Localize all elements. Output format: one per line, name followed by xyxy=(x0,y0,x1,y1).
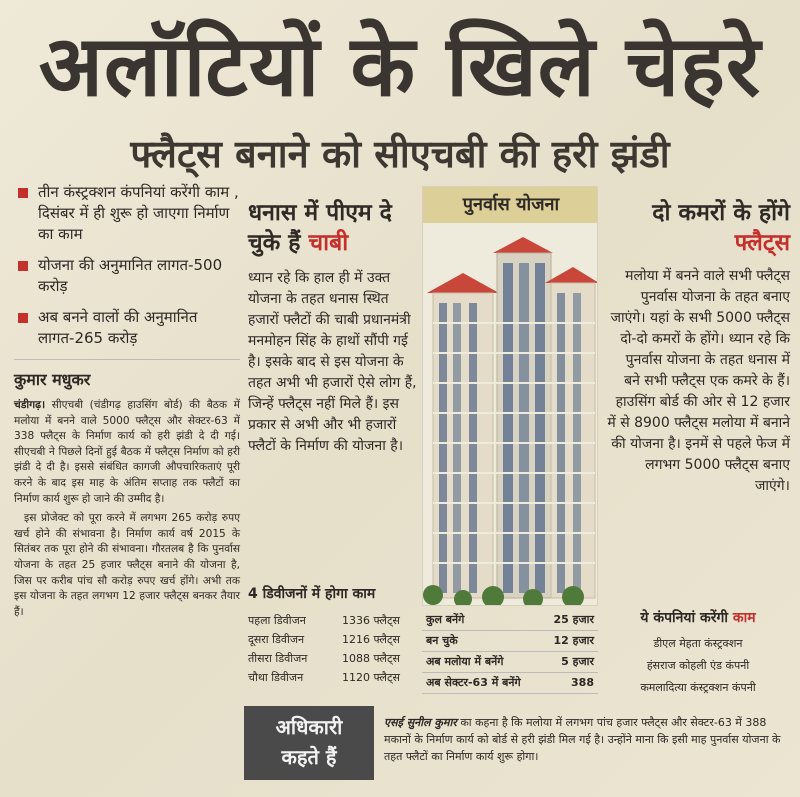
bullet-item: तीन कंस्ट्रक्शन कंपनियां करेंगी काम , दिसंबर में ही शुरू हो जाएगा निर्माण का काम xyxy=(14,182,240,245)
companies-box xyxy=(606,608,790,699)
building-graphic xyxy=(422,186,598,606)
pm-keys-heading: धनास में पीएम दे चुके हैं चाबी xyxy=(248,200,392,256)
divisions-box xyxy=(248,584,420,687)
subheadline: फ्लैट्स बनाने को सीएचबी की हरी झंडी xyxy=(130,132,670,176)
quote-speaker: एसई सुनील कुमार xyxy=(384,716,457,729)
pm-keys-column xyxy=(248,198,420,457)
officials-say-box: अधिकारी कहते हैं xyxy=(244,706,374,780)
companies-title: ये कंपनियां करेंगी काम xyxy=(640,610,756,626)
stats-table xyxy=(422,610,598,694)
company-item: डीएल मेहता कंस्ट्रक्शन xyxy=(653,637,743,650)
two-room-heading: दो कमरों के होंगे फ्लैट्स xyxy=(652,200,790,256)
byline: कुमार मधुकर xyxy=(14,359,240,390)
stat-row: अब सेक्टर-63 में बनेंगे 388 xyxy=(422,673,598,694)
two-room-column xyxy=(606,198,790,497)
dateline: चंडीगढ़। xyxy=(14,399,46,411)
article-body xyxy=(14,398,240,620)
bullet-square-icon xyxy=(18,313,28,323)
bullet-item: योजना की अनुमानित लागत-500 करोड़ xyxy=(14,255,240,297)
headline: अलॉटियों के खिले चेहरे xyxy=(38,17,762,115)
bullet-square-icon xyxy=(18,261,28,271)
company-item: हंसराज कोहली एंड कंपनी xyxy=(646,659,750,672)
official-quote: एसई सुनील कुमार का कहना है कि मलोया में लगभग पांच हजार फ्लैट्स और सेक्टर-63 में 388 मकानों के निर्माण कार्य को बोर्ड से हरी झंडी मिल गई है। उन्होंने माना कि इसी माह पुनर्वास योजना के तहत फ्लैटों का निर्माण कार्य शुरू होगा। xyxy=(384,716,781,763)
division-row: पहला डिवीजन 1336 फ्लैट्स xyxy=(248,614,400,627)
stat-row: अब मलोया में बनेंगे 5 हजार xyxy=(422,652,598,673)
divisions-title: 4 डिवीजनों में होगा काम xyxy=(248,586,376,602)
company-item: कमलादित्या कंस्ट्रक्शन कंपनी xyxy=(640,681,756,694)
bullet-square-icon xyxy=(18,188,28,198)
graphic-title: पुनर्वास योजना xyxy=(423,187,598,223)
stat-row: कुल बनेंगे 25 हजार xyxy=(422,610,598,631)
pm-keys-paragraph: ध्यान रहे कि हाल ही में उक्त योजना के तहत धनास स्थित हजारों फ्लैटों की चाबी प्रधानमंत्री मनमोहन सिंह के हाथों सौंपी गई है। इसके बाद से इस योजना के तहत अभी भी हजारों ऐसे लोग हैं, जिन्हें फ्लैट्स नहीं मिले हैं। इस प्रकार से अभी और भी हजारों फ्लैटों के निर्माण की योजना है। xyxy=(248,270,417,454)
division-row: तीसरा डिवीजन 1088 फ्लैट्स xyxy=(248,652,400,665)
division-row: दूसरा डिवीजन 1216 फ्लैट्स xyxy=(248,633,400,646)
two-room-paragraph: मलोया में बनने वाले सभी फ्लैट्स पुनर्वास योजना के तहत बनाए जाएंगे। यहां के सभी 5000 फ्लैट्स दो-दो कमरों के होंगे। ध्यान रहे कि पुनर्वास योजना के तहत धनास में बने सभी फ्लैट्स एक कमरे के हैं। हाउसिंग बोर्ड की ओर से 12 हजार में से 8900 फ्लैट्स मलोया में बनाने की योजना है। इनमें से पहले फेज में लगभग 5000 फ्लैट्स बनाए जाएंगे। xyxy=(607,268,790,494)
body-paragraph: चंडीगढ़। सीएचबी (चंडीगढ़ हाउसिंग बोर्ड) की बैठक में मलोया में बनने वाले 5000 फ्लैट्स और सेक्टर-63 में 338 फ्लैट्स के निर्माण कार्य को हरी झंडी दे दी गई। सीएचबी ने पिछले दिनों हुई बैठक में फ्लैट्स निर्माण को हरी झंडी दे दी है। इससे संबंधित कागजी औपचारिकताएं पूरी करने के बाद इस माह के अंतिम सप्ताह तक फ्लैटों का निर्माण कार्य शुरू हो जाने की उम्मीद है। xyxy=(14,399,240,505)
stat-row: बन चुके 12 हजार xyxy=(422,631,598,652)
left-column xyxy=(14,182,240,624)
body-paragraph: इस प्रोजेक्ट को पूरा करने में लगभग 265 करोड़ रुपए खर्च होने की संभावना है। निर्माण कार्य वर्ष 2015 के सितंबर तक पूरा होने की संभावना। गौरतलब है कि पुनर्वास योजना के तहत 25 हजार फ्लैट्स बनाने की योजना है, जिस पर करीब पांच सौ करोड़ रुपए खर्च होंगे। अभी तक इस योजना के तहत लगभग 12 हजार फ्लैट्स बनकर तैयार हैं। xyxy=(14,512,240,618)
division-row: चौथा डिवीजन 1120 फ्लैट्स xyxy=(248,671,400,684)
bullet-item: अब बनने वालों की अनुमानित लागत-265 करोड़ xyxy=(14,307,240,349)
apartment-tower-illustration xyxy=(423,223,598,606)
